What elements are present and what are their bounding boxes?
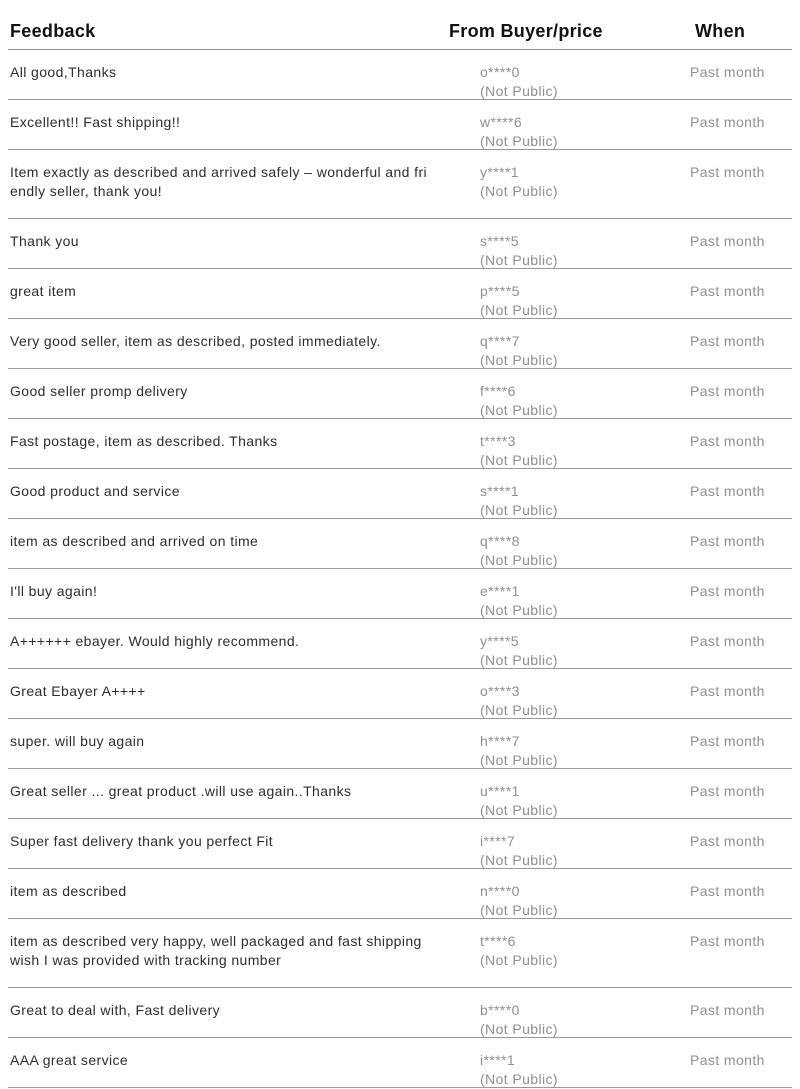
feedback-row bbox=[8, 719, 792, 769]
buyer-cell bbox=[480, 682, 680, 720]
feedback-row bbox=[8, 869, 792, 919]
buyer-cell bbox=[480, 532, 680, 570]
buyer-masked-id: b****0 bbox=[480, 1002, 520, 1018]
feedback-when: Past month bbox=[690, 383, 765, 399]
buyer-cell bbox=[480, 782, 680, 820]
buyer-masked-id: t****6 bbox=[480, 933, 516, 949]
feedback-comment: A++++++ ebayer. Would highly recommend. bbox=[10, 633, 300, 649]
buyer-masked-id: q****8 bbox=[480, 533, 520, 549]
buyer-cell bbox=[480, 282, 680, 320]
feedback-comment: Excellent!! Fast shipping!! bbox=[10, 114, 181, 130]
feedback-row bbox=[8, 219, 792, 269]
feedback-rows bbox=[8, 50, 792, 1088]
buyer-not-public-label: (Not Public) bbox=[480, 133, 558, 149]
feedback-comment: item as described very happy, well packaged and fast shipping wish I was provided with tracking number bbox=[10, 933, 422, 968]
column-header-from-buyer-price: From Buyer/price bbox=[449, 21, 603, 41]
buyer-cell bbox=[480, 1051, 680, 1089]
feedback-row bbox=[8, 269, 792, 319]
feedback-when: Past month bbox=[690, 433, 765, 449]
feedback-when: Past month bbox=[690, 783, 765, 799]
buyer-not-public-label: (Not Public) bbox=[480, 83, 558, 99]
buyer-cell bbox=[480, 732, 680, 770]
buyer-not-public-label: (Not Public) bbox=[480, 952, 558, 968]
buyer-not-public-label: (Not Public) bbox=[480, 702, 558, 718]
feedback-comment: I'll buy again! bbox=[10, 583, 98, 599]
feedback-comment: Great seller ... great product .will use again..Thanks bbox=[10, 783, 352, 799]
feedback-comment: Fast postage, item as described. Thanks bbox=[10, 433, 278, 449]
feedback-comment: Good seller promp delivery bbox=[10, 383, 188, 399]
feedback-row bbox=[8, 469, 792, 519]
feedback-row bbox=[8, 819, 792, 869]
buyer-not-public-label: (Not Public) bbox=[480, 852, 558, 868]
feedback-row bbox=[8, 319, 792, 369]
buyer-masked-id: h****7 bbox=[480, 733, 520, 749]
feedback-when: Past month bbox=[690, 883, 765, 899]
buyer-not-public-label: (Not Public) bbox=[480, 302, 558, 318]
buyer-not-public-label: (Not Public) bbox=[480, 452, 558, 468]
buyer-not-public-label: (Not Public) bbox=[480, 183, 558, 199]
feedback-comment: All good,Thanks bbox=[10, 64, 117, 80]
feedback-row bbox=[8, 100, 792, 150]
buyer-cell bbox=[480, 232, 680, 270]
buyer-not-public-label: (Not Public) bbox=[480, 502, 558, 518]
buyer-masked-id: s****1 bbox=[480, 483, 519, 499]
buyer-not-public-label: (Not Public) bbox=[480, 602, 558, 618]
feedback-comment: Thank you bbox=[10, 233, 79, 249]
feedback-when: Past month bbox=[690, 1052, 765, 1068]
feedback-comment: item as described and arrived on time bbox=[10, 533, 259, 549]
buyer-not-public-label: (Not Public) bbox=[480, 1021, 558, 1037]
buyer-masked-id: o****0 bbox=[480, 64, 520, 80]
column-header-feedback: Feedback bbox=[10, 21, 96, 41]
buyer-cell bbox=[480, 632, 680, 670]
buyer-not-public-label: (Not Public) bbox=[480, 802, 558, 818]
feedback-row bbox=[8, 1038, 792, 1088]
feedback-when: Past month bbox=[690, 483, 765, 499]
buyer-cell bbox=[480, 832, 680, 870]
buyer-masked-id: i****1 bbox=[480, 1052, 516, 1068]
buyer-masked-id: s****5 bbox=[480, 233, 519, 249]
feedback-comment: Item exactly as described and arrived safely – wonderful and friendly seller, thank you! bbox=[10, 164, 428, 199]
feedback-when: Past month bbox=[690, 583, 765, 599]
feedback-when: Past month bbox=[690, 233, 765, 249]
buyer-not-public-label: (Not Public) bbox=[480, 252, 558, 268]
feedback-row bbox=[8, 988, 792, 1038]
feedback-table-header bbox=[8, 0, 792, 50]
buyer-masked-id: u****1 bbox=[480, 783, 520, 799]
feedback-when: Past month bbox=[690, 333, 765, 349]
buyer-masked-id: n****0 bbox=[480, 883, 520, 899]
feedback-when: Past month bbox=[690, 733, 765, 749]
feedback-row bbox=[8, 150, 792, 219]
buyer-cell bbox=[480, 113, 680, 151]
buyer-cell bbox=[480, 382, 680, 420]
feedback-when: Past month bbox=[690, 1002, 765, 1018]
buyer-masked-id: q****7 bbox=[480, 333, 520, 349]
feedback-when: Past month bbox=[690, 114, 765, 130]
feedback-row bbox=[8, 569, 792, 619]
buyer-cell bbox=[480, 163, 680, 201]
buyer-masked-id: y****5 bbox=[480, 633, 519, 649]
buyer-not-public-label: (Not Public) bbox=[480, 652, 558, 668]
feedback-comment: Very good seller, item as described, posted immediately. bbox=[10, 333, 381, 349]
feedback-when: Past month bbox=[690, 164, 765, 180]
buyer-not-public-label: (Not Public) bbox=[480, 552, 558, 568]
feedback-comment: super. will buy again bbox=[10, 733, 145, 749]
feedback-row bbox=[8, 669, 792, 719]
buyer-cell bbox=[480, 1001, 680, 1039]
feedback-comment: Great to deal with, Fast delivery bbox=[10, 1002, 221, 1018]
feedback-when: Past month bbox=[690, 933, 765, 949]
buyer-masked-id: p****5 bbox=[480, 283, 520, 299]
buyer-cell bbox=[480, 432, 680, 470]
feedback-comment: Great Ebayer A++++ bbox=[10, 683, 146, 699]
buyer-masked-id: y****1 bbox=[480, 164, 519, 180]
feedback-when: Past month bbox=[690, 533, 765, 549]
feedback-comment: great item bbox=[10, 283, 77, 299]
feedback-row bbox=[8, 919, 792, 988]
feedback-when: Past month bbox=[690, 64, 765, 80]
buyer-not-public-label: (Not Public) bbox=[480, 402, 558, 418]
feedback-row bbox=[8, 519, 792, 569]
buyer-cell bbox=[480, 482, 680, 520]
buyer-masked-id: f****6 bbox=[480, 383, 516, 399]
buyer-cell bbox=[480, 332, 680, 370]
feedback-comment: item as described bbox=[10, 883, 127, 899]
feedback-comment: AAA great service bbox=[10, 1052, 129, 1068]
buyer-not-public-label: (Not Public) bbox=[480, 352, 558, 368]
feedback-when: Past month bbox=[690, 633, 765, 649]
buyer-masked-id: o****3 bbox=[480, 683, 520, 699]
feedback-when: Past month bbox=[690, 683, 765, 699]
feedback-row bbox=[8, 769, 792, 819]
buyer-not-public-label: (Not Public) bbox=[480, 752, 558, 768]
buyer-cell bbox=[480, 63, 680, 101]
buyer-masked-id: e****1 bbox=[480, 583, 520, 599]
buyer-masked-id: i****7 bbox=[480, 833, 516, 849]
buyer-cell bbox=[480, 932, 680, 970]
buyer-not-public-label: (Not Public) bbox=[480, 1071, 558, 1087]
feedback-row bbox=[8, 419, 792, 469]
feedback-row bbox=[8, 50, 792, 100]
feedback-row bbox=[8, 369, 792, 419]
feedback-comment: Super fast delivery thank you perfect Fit bbox=[10, 833, 274, 849]
column-header-when: When bbox=[695, 21, 746, 41]
buyer-cell bbox=[480, 582, 680, 620]
buyer-masked-id: t****3 bbox=[480, 433, 516, 449]
feedback-table bbox=[8, 0, 792, 1088]
buyer-cell bbox=[480, 882, 680, 920]
feedback-comment: Good product and service bbox=[10, 483, 180, 499]
feedback-when: Past month bbox=[690, 833, 765, 849]
feedback-when: Past month bbox=[690, 283, 765, 299]
feedback-row bbox=[8, 619, 792, 669]
buyer-masked-id: w****6 bbox=[480, 114, 523, 130]
buyer-not-public-label: (Not Public) bbox=[480, 902, 558, 918]
